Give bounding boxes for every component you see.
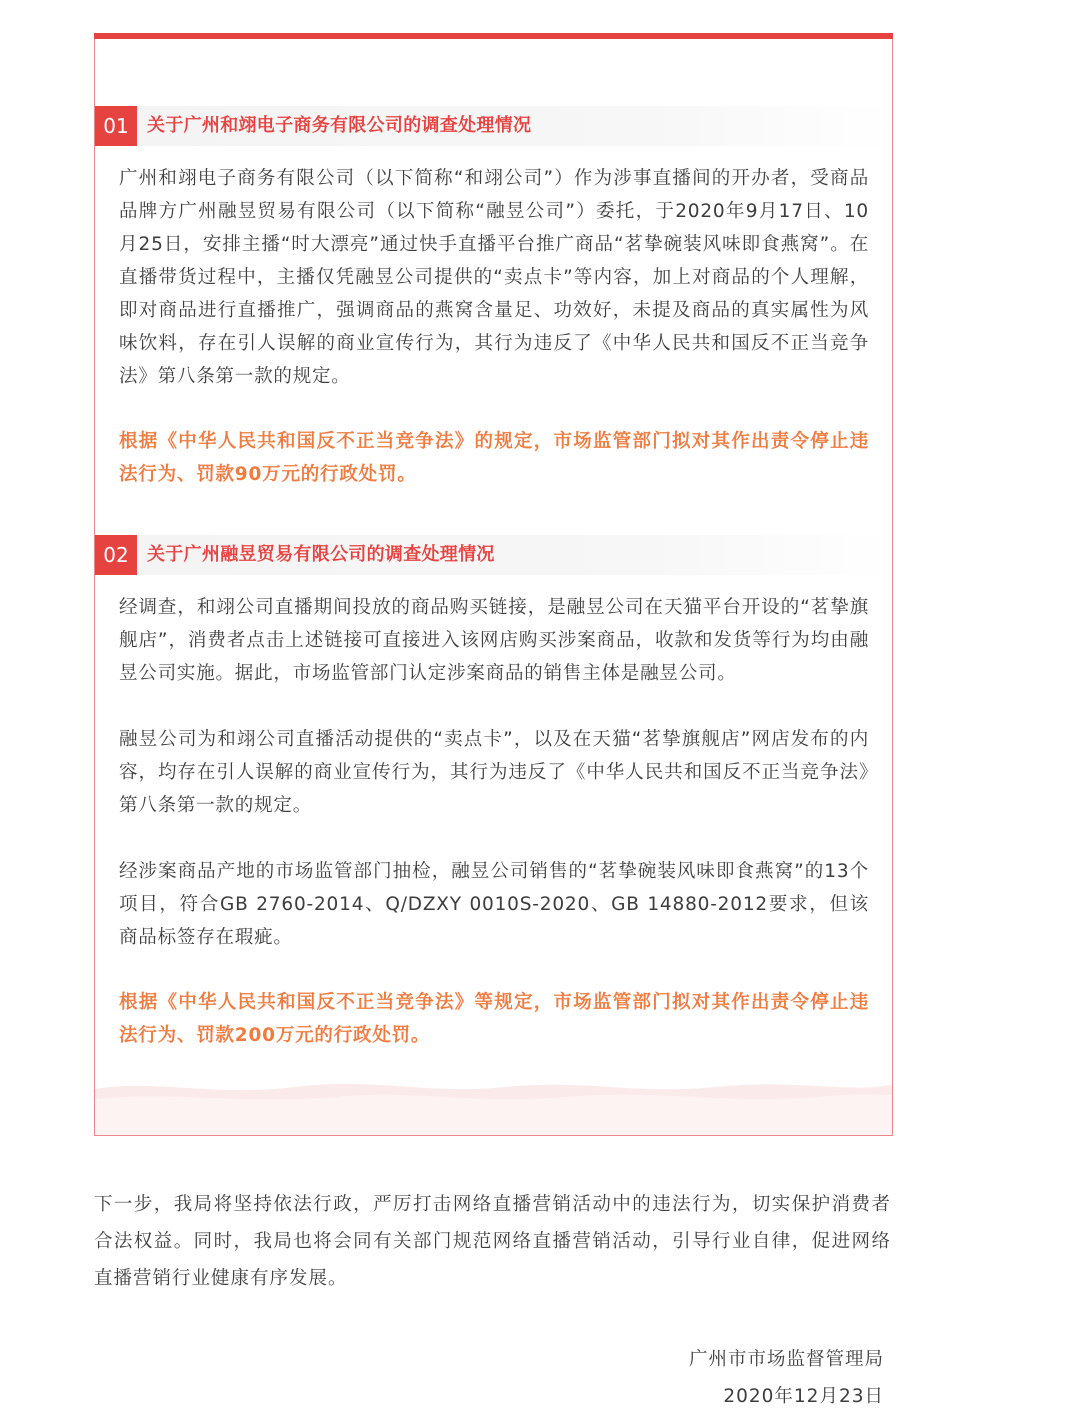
closing-paragraph: 下一步，我局将坚持依法行政，严厉打击网络直播营销活动中的违法行为，切实保护消费者合法权益。同时，我局也将会同有关部门规范网络直播营销活动，引导行业自律，促进网络直播营销行业健康有序发展。 — [94, 1194, 891, 1289]
decorative-wave — [95, 1075, 892, 1135]
signature-date: 2020年12月23日 — [723, 1386, 884, 1407]
section-header-01 — [95, 106, 892, 146]
notice-card — [94, 39, 893, 1136]
section-02-paragraph-2: 融昱公司为和翊公司直播活动提供的“卖点卡”，以及在天猫“茗挚旗舰店”网店发布的内容，均存在引人误解的商业宣传行为，其行为违反了《中华人民共和国反不正当竞争法》第八条第一款的规定。 — [119, 729, 869, 816]
section-title: 关于广州融昱贸易有限公司的调查处理情况 — [147, 544, 495, 565]
section-01-paragraph: 广州和翊电子商务有限公司（以下简称“和翊公司”）作为涉事直播间的开办者，受商品品牌方广州融昱贸易有限公司（以下简称“融昱公司”）委托，于2020年9月17日、10月25日，安排主播“时大漂亮”通过快手直播平台推广商品“茗挚碗装风味即食燕窝”。在直播带货过程中，主播仅凭融昱公司提供的“卖点卡”等内容，加上对商品的个人理解，即对商品进行直播推广，强调商品的燕窝含量足、功效好，未提及商品的真实属性为风味饮料，存在引人误解的商业宣传行为，其行为违反了《中华人民共和国反不正当竞争法》第八条第一款的规定。 — [119, 168, 869, 387]
section-02-paragraph-1: 经调查，和翊公司直播期间投放的商品购买链接，是融昱公司在天猫平台开设的“茗挚旗舰店”，消费者点击上述链接可直接进入该网店购买涉案商品，收款和发货等行为均由融昱公司实施。据此，市场监管部门认定涉案商品的销售主体是融昱公司。 — [119, 597, 869, 684]
section-02-penalty: 根据《中华人民共和国反不正当竞争法》等规定，市场监管部门拟对其作出责令停止违法行为、罚款200万元的行政处罚。 — [119, 992, 869, 1046]
section-02-paragraph-3: 经涉案商品产地的市场监管部门抽检，融昱公司销售的“茗挚碗装风味即食燕窝”的13个项目，符合GB 2760-2014、Q/DZXY 0010S-2020、GB 14880-2012要求，但该商品标签存在瑕疵。 — [119, 861, 869, 948]
section-number: 02 — [95, 535, 137, 575]
section-01-penalty: 根据《中华人民共和国反不正当竞争法》的规定，市场监管部门拟对其作出责令停止违法行为、罚款90万元的行政处罚。 — [119, 431, 869, 485]
section-title: 关于广州和翊电子商务有限公司的调查处理情况 — [147, 115, 532, 136]
section-header-02 — [95, 535, 892, 575]
signature-organization: 广州市市场监督管理局 — [688, 1349, 884, 1370]
section-number: 01 — [95, 106, 137, 146]
